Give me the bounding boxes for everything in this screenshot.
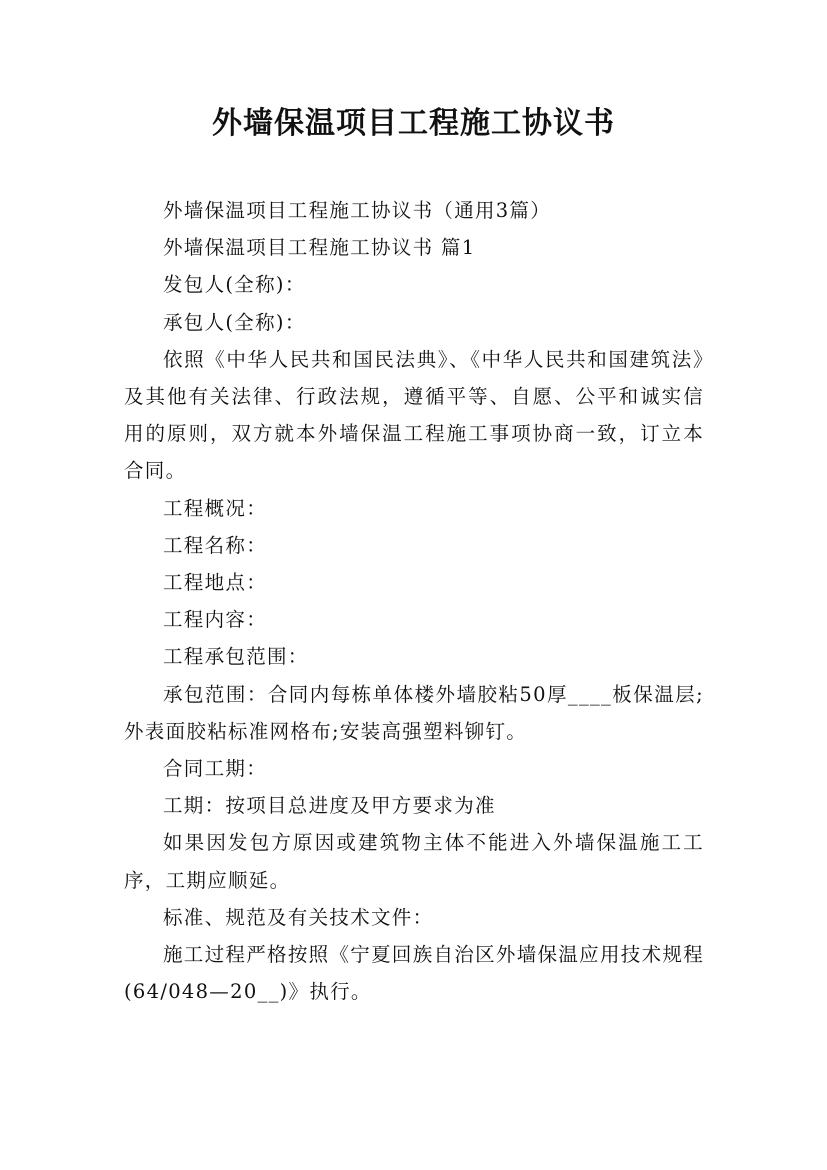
paragraph-delay-clause: 如果因发包方原因或建筑物主体不能进入外墙保温施工工序，工期应顺延。 [124, 831, 704, 892]
paragraph-employer: 发包人(全称)： [163, 273, 306, 297]
paragraph-standards-heading: 标准、规范及有关技术文件： [163, 905, 434, 929]
paragraph-contract-scope-heading: 工程承包范围： [163, 645, 309, 669]
paragraph-project-overview: 工程概况： [163, 496, 268, 520]
document-body [124, 192, 704, 1010]
paragraph-project-name: 工程名称： [163, 533, 268, 557]
paragraph-contract-scope: 承包范围：合同内每栋单体楼外墙胶粘50厚____板保温层;外表面胶粘标准网格布;安装高强塑料铆钉。 [124, 682, 704, 743]
paragraph-subtitle: 外墙保温项目工程施工协议书（通用3篇） [163, 199, 552, 222]
document-title: 外墙保温项目工程施工协议书 [212, 106, 615, 141]
paragraph-project-content: 工程内容： [163, 608, 268, 632]
paragraph-standards: 施工过程严格按照《宁夏回族自治区外墙保温应用技术规程(64/048—20__)》执行。 [124, 943, 704, 1004]
paragraph-contract-period: 工期：按项目总进度及甲方要求为准 [163, 794, 496, 818]
paragraph-contractor: 承包人(全称)： [163, 310, 306, 334]
paragraph-legal-basis: 依照《中华人民共和国民法典》、《中华人民共和国建筑法》及其他有关法律、行政法规，遵循平等、自愿、公平和诚实信用的原则，双方就本外墙保温工程施工事项协商一致，订立本合同。 [124, 347, 704, 483]
paragraph-project-location: 工程地点： [163, 571, 268, 595]
paragraph-section-heading: 外墙保温项目工程施工协议书 篇1 [163, 236, 476, 260]
paragraph-contract-period-heading: 合同工期： [163, 757, 268, 781]
